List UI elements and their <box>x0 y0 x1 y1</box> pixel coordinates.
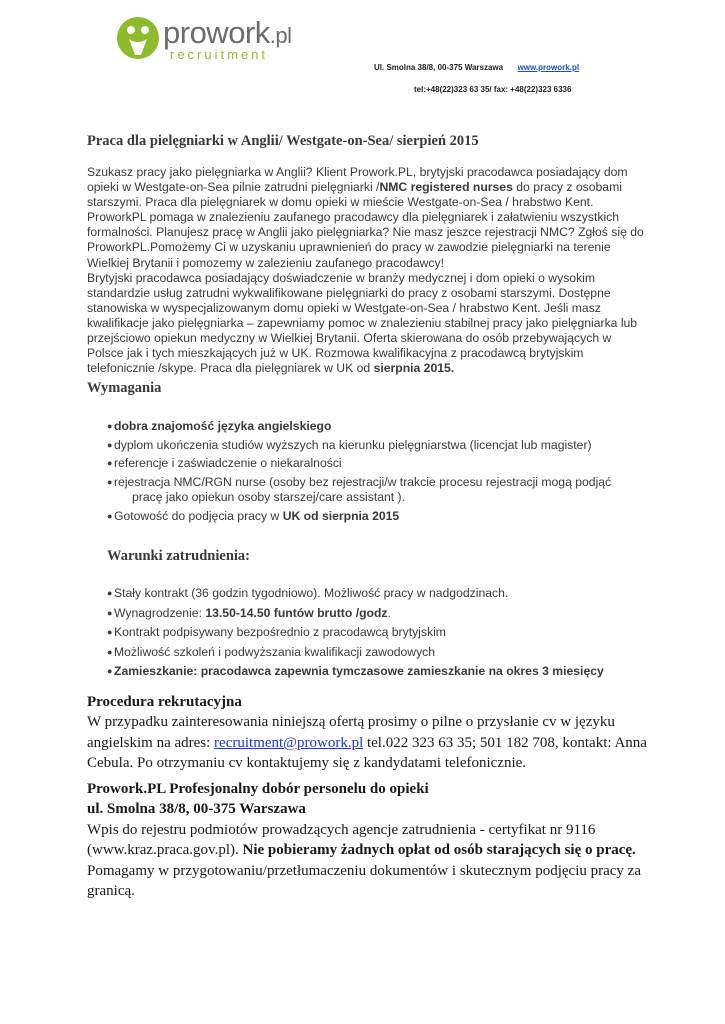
list-item: ● Kontrakt podpisywany bezpośrednio z pracodawcą brytyjskim <box>107 625 446 639</box>
condition-text: Możliwość szkoleń i podwyższania kwalifikacji zawodowych <box>114 644 436 659</box>
list-item: ● dobra znajomość języka angielskiego <box>107 419 332 433</box>
requirement-text-continued: pracę jako opiekun osoby starszej/care assistant ). <box>132 490 405 504</box>
logo-suffix-text: .pl <box>269 23 292 48</box>
logo-main-text: prowork <box>163 15 270 50</box>
requirement-text: referencje i zaświadczenie o niekaralności <box>114 456 342 470</box>
logo-wordmark <box>163 17 292 48</box>
procedure-text: W przypadku zainteresowania niniejszą ofertą prosimy o pilne o przysłanie cv w języku angielskim na adres: <box>87 714 615 751</box>
procedure-text-continued: tel.022 323 63 35; 501 182 708, kontakt: Anna Cebula. Po otrzymaniu cv kontaktujemy się z kandydatami telefonicznie. <box>87 734 647 772</box>
intro-date-bold: sierpnia 2015. <box>373 361 455 376</box>
list-item: ● referencje i zaświadczenie o niekaralności <box>107 456 342 470</box>
requirement-text: Gotowość do podjęcia pracy w <box>114 508 283 523</box>
requirements-heading: Wymagania <box>87 380 162 396</box>
conditions-list <box>107 586 642 680</box>
no-fees-bold: Nie pobieramy żadnych opłat od osób starających się o pracę. <box>242 842 636 859</box>
page-title: Praca dla pielęgniarki w Anglii/ Westgate-on-Sea/ sierpień 2015 <box>87 133 479 149</box>
company-address: ul. Smolna 38/8, 00-375 Warszawa <box>87 801 306 818</box>
list-item: ● rejestracja NMC/RGN nurse (osoby bez rejestracji/w trakcie procesu rejestracji mogą podjąć pracę jako opiekun osoby starszej/care assistant ). <box>107 475 642 506</box>
list-item: ● Stały kontrakt (36 godzin tygodniowo). Możliwość pracy w nadgodzinach. <box>107 586 509 600</box>
intro-part-3: Brytyjski pracodawca posiadający doświadczenie w branży medycznej i dom opieki o wysokim standardzie usług zatrudni wykwalifikowane pielęgniarki do pracy z osobami starszymi. Dostępne stanowiska w wyspecjalizowanym domu opieki w Westgate-on-Sea / hrabstwo Kent. Jeśli masz kwalifikacje jako pielęgniarka – zapewniamy pomoc w znalezieniu stabilnej pracy jako pielęgniarka lub przejściowo opiekun medyczny w Wielkiej Brytanii. Oferta skierowana do osób przebywających w Polsce jak i tych mieszkających już w UK. Rozmowa kwalifikacyjna z pracodawcą brytyjskim telefonicznie /skype. Praca dla pielęgniarek w UK od <box>87 270 638 376</box>
condition-text: Kontrakt podpisywany bezpośrednio z pracodawcą brytyjskim <box>114 625 446 639</box>
requirement-text: dyplom ukończenia studiów wyższych na kierunku pielęgniarstwa (licencjat lub magister) <box>114 437 592 452</box>
header-phone-line: tel:+48(22)323 63 35/ fax: +48(22)323 6336 <box>414 85 572 94</box>
requirements-list <box>107 419 642 524</box>
list-item: ● Możliwość szkoleń i podwyższania kwalifikacji zawodowych <box>107 644 436 659</box>
intro-text <box>87 165 647 376</box>
recruitment-procedure <box>87 692 647 774</box>
company-help-text: Pomagamy w przygotowaniu/przetłumaczeniu dokumentów i skutecznym podjęciu pracy za granicą. <box>87 862 641 900</box>
condition-text: . <box>387 605 391 620</box>
list-item: ● Zamieszkanie: pracodawca zapewnia tymczasowe zamieszkanie na okres 3 miesięcy <box>107 664 604 678</box>
condition-text: Stały kontrakt (36 godzin tygodniowo). Możliwość pracy w nadgodzinach. <box>114 586 509 600</box>
condition-bold: Zamieszkanie: pracodawca zapewnia tymczasowe zamieszkanie na okres 3 miesięcy <box>114 664 604 678</box>
requirement-bold: UK od sierpnia 2015 <box>282 508 400 523</box>
conditions-heading: Warunki zatrudnienia: <box>107 548 251 564</box>
intro-part-1: Szukasz pracy jako pielęgniarka w Anglii? Klient Prowork.PL, brytyjski pracodawca posiadający dom opieki w Westgate-on-Sea pilnie zatrudni pielęgniarki / <box>87 165 628 195</box>
company-registry-text: Wpis do rejestru podmiotów prowadzących agencje zatrudnienia - certyfikat nr 9116 (www.kraz.praca.gov.pl). <box>87 821 596 859</box>
email-link[interactable]: recruitment@prowork.pl <box>214 734 364 751</box>
requirement-text: dobra znajomość języka angielskiego <box>114 419 332 433</box>
logo-subtitle: recruitment <box>170 47 269 62</box>
salary-value: 13.50-14.50 funtów brutto /godz <box>205 605 388 620</box>
list-item: ● Wynagrodzenie: 13.50-14.50 funtów brutto /godz. <box>107 605 391 620</box>
procedure-heading: Procedura rekrutacyjna <box>87 694 242 710</box>
company-info <box>87 779 647 901</box>
intro-part-2: do pracy z osobami starszymi. Praca dla pielęgniarek w domu opieki w mieście Westgate-on-Sea / hrabstwo Kent. ProworkPL pomaga w znalezieniu zaufanego pracodawcy dla pielęgniarek i załatwieniu wszystkich formalności. Planujesz pracę w Anglii jako pielęgniarka? Nie masz jeszce rejestracji NMC? Zgłoś się do ProworkPL.Pomożemy Ci w uzyskaniu uprawnienień do pracy w zawodzie pielęgniarki na terenie Wielkiej Brytanii i pomozemy w zalezieniu zaufanego pracodawcy! <box>87 180 644 270</box>
prowork-logo <box>115 15 315 71</box>
requirement-text: rejestracja NMC/RGN nurse (osoby bez rejestracji/w trakcie procesu rejestracji mogą podjąć <box>114 474 612 489</box>
intro-nmc-bold: NMC registered nurses <box>379 180 513 195</box>
header-address-line <box>374 64 579 72</box>
person-logo-icon <box>115 15 161 61</box>
header-address: Ul. Smolna 38/8, 00-375 Warszawa <box>374 63 504 72</box>
condition-text: Wynagrodzenie: <box>114 605 206 620</box>
company-name: Prowork.PL Profesjonalny dobór personelu do opieki <box>87 781 429 797</box>
list-item: ● dyplom ukończenia studiów wyższych na kierunku pielęgniarstwa (licencjat lub magister) <box>107 437 592 452</box>
list-item: ● Gotowość do podjęcia pracy w UK od sierpnia 2015 <box>107 508 400 523</box>
header-website-link[interactable]: www.prowork.pl <box>517 63 580 72</box>
